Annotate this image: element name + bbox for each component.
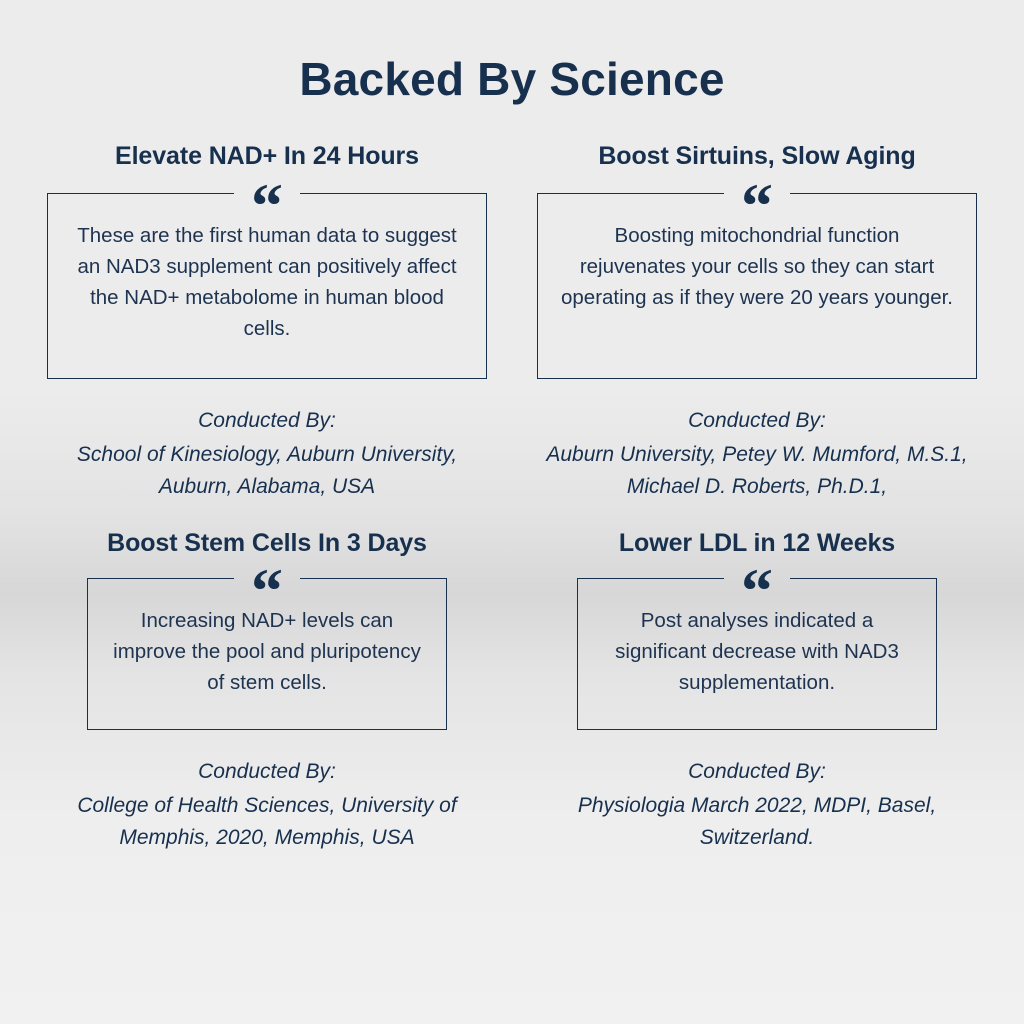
study-card bbox=[40, 142, 494, 503]
conducted-by bbox=[40, 405, 494, 503]
conducted-by bbox=[530, 405, 984, 503]
conducted-by-label: Conducted By: bbox=[198, 759, 336, 783]
card-title: Boost Sirtuins, Slow Aging bbox=[598, 142, 916, 170]
conducted-by bbox=[530, 756, 984, 854]
conducted-by-source: Physiologia March 2022, MDPI, Basel, Switzerland. bbox=[577, 793, 937, 849]
conducted-by-source: Auburn University, Petey W. Mumford, M.S.1, Michael D. Roberts, Ph.D.1, bbox=[546, 442, 968, 498]
conducted-by-source: School of Kinesiology, Auburn University, Auburn, Alabama, USA bbox=[76, 442, 458, 498]
quote-text: Boosting mitochondrial function rejuvenates your cells so they can start operating as if they were 20 years younger. bbox=[560, 224, 953, 310]
quote-mark-icon: “ bbox=[251, 170, 283, 241]
study-card bbox=[530, 529, 984, 854]
conducted-by-label: Conducted By: bbox=[198, 409, 336, 432]
conducted-by-label: Conducted By: bbox=[688, 759, 826, 783]
quote-mark-icon: “ bbox=[251, 554, 283, 626]
quote-box bbox=[47, 170, 487, 379]
quote-box bbox=[577, 554, 937, 730]
conducted-by bbox=[40, 756, 494, 854]
quote-mark-icon: “ bbox=[741, 554, 773, 626]
study-card bbox=[40, 529, 494, 854]
quote-block bbox=[530, 554, 984, 730]
quote-text: Post analyses indicated a significant decrease with NAD3 supplementation. bbox=[615, 608, 899, 695]
study-card-grid bbox=[40, 142, 984, 853]
quote-block bbox=[40, 554, 494, 730]
quote-block bbox=[40, 170, 494, 379]
quote-text: Increasing NAD+ levels can improve the pool and pluripotency of stem cells. bbox=[113, 608, 421, 695]
study-card bbox=[530, 142, 984, 503]
conducted-by-source: College of Health Sciences, University of Memphis, 2020, Memphis, USA bbox=[77, 793, 457, 849]
card-title: Elevate NAD+ In 24 Hours bbox=[115, 142, 419, 170]
quote-box bbox=[537, 170, 977, 379]
card-title: Boost Stem Cells In 3 Days bbox=[107, 528, 427, 557]
quote-text: These are the first human data to suggest an NAD3 supplement can positively affect the NAD+ metabolome in human blood cells. bbox=[77, 224, 457, 341]
quote-mark-icon: “ bbox=[741, 170, 773, 241]
quote-box bbox=[87, 554, 447, 730]
card-title: Lower LDL in 12 Weeks bbox=[618, 528, 896, 557]
page-title: Backed By Science bbox=[299, 53, 725, 105]
quote-block bbox=[530, 170, 984, 379]
conducted-by-label: Conducted By: bbox=[688, 409, 826, 432]
